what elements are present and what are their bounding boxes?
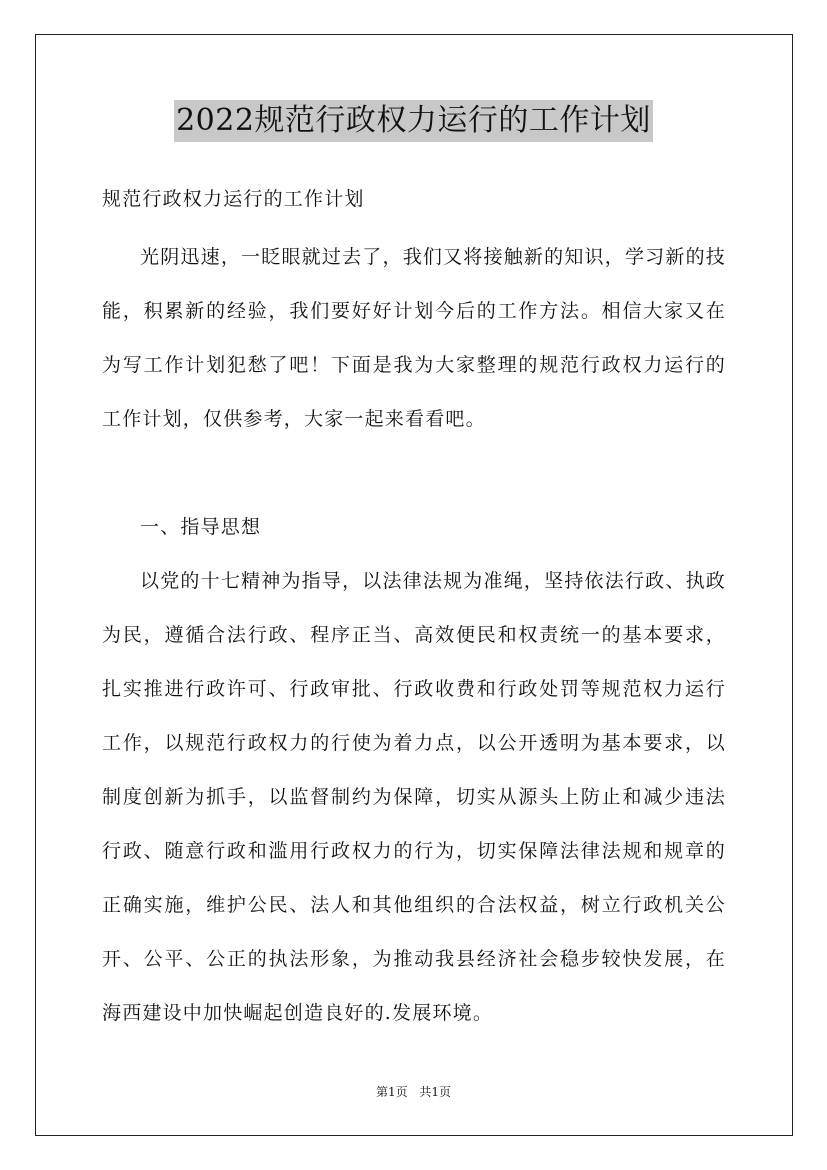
document-body [102, 172, 726, 1040]
page-footer [0, 1084, 827, 1100]
intro-paragraph: 光阴迅速，一眨眼就过去了，我们又将接触新的知识，学习新的技能，积累新的经验，我们要好好计划今后的工作方法。相信大家又在为写工作计划犯愁了吧！下面是我为大家整理的规范行政权力运行的工作计划，仅供参考，大家一起来看看吧。 [102, 246, 726, 430]
paragraph-spacer [102, 446, 726, 500]
title-container [0, 100, 827, 142]
section-paragraph: 以党的十七精神为指导，以法律法规为准绳，坚持依法行政、执政为民，遵循合法行政、程序正当、高效便民和权责统一的基本要求，扎实推进行政许可、行政审批、行政收费和行政处罚等规范权力运行工作，以规范行政权力的行使为着力点，以公开透明为基本要求，以制度创新为抓手，以监督制约为保障，切实从源头上防止和减少违法行政、随意行政和滥用行政权力的行为，切实保障法律法规和规章的正确实施，维护公民、法人和其他组织的合法权益，树立行政机关公开、公平、公正的执法形象，为推动我县经济社会稳步较快发展，在海西建设中加快崛起创造良好的.发展环境。 [102, 570, 726, 1024]
page-number: 第1页 [375, 1085, 408, 1099]
document-subtitle: 规范行政权力运行的工作计划 [102, 188, 365, 210]
document-title: 2022规范行政权力运行的工作计划 [174, 100, 653, 142]
section-heading: 一、指导思想 [140, 516, 262, 538]
page-total: 共1页 [419, 1085, 452, 1099]
